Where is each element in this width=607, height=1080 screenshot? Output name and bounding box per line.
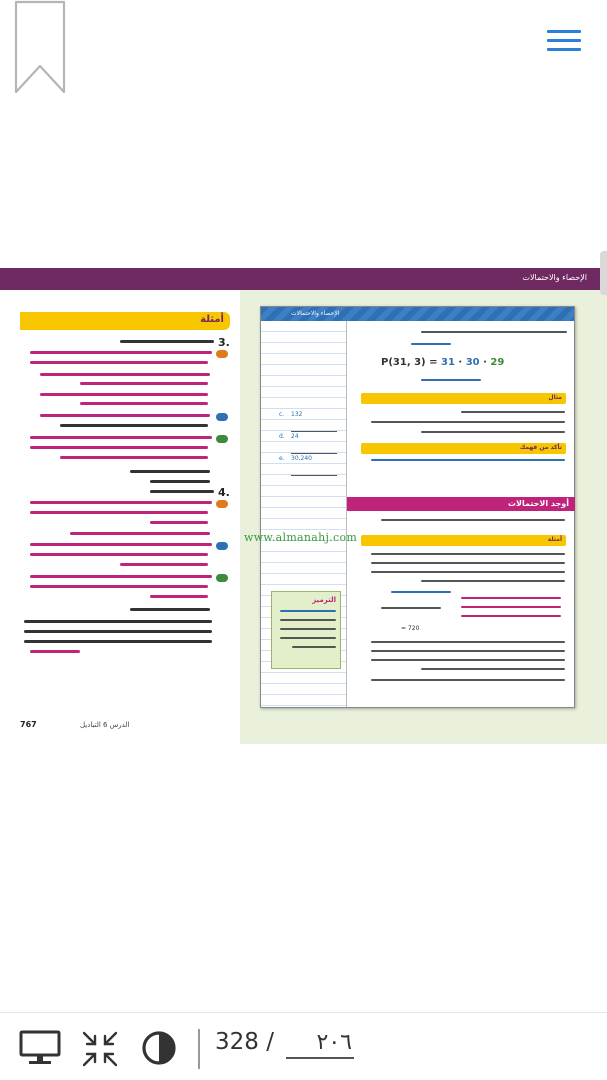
level-badge-ol <box>216 574 228 582</box>
text-line <box>24 640 212 643</box>
text-line <box>30 650 80 653</box>
answer-letter: d. <box>279 433 285 440</box>
menu-icon[interactable] <box>547 30 581 56</box>
example-header-label: مثال <box>548 394 562 401</box>
level-badge-ol <box>216 435 228 443</box>
right-teacher-page <box>240 290 607 744</box>
text-line <box>120 563 208 566</box>
fullscreen-toggle-icon[interactable] <box>80 1029 120 1069</box>
toolbar-divider <box>198 1029 200 1069</box>
chapter-strip <box>0 268 607 290</box>
answer-value: 30,240 <box>291 455 312 462</box>
answer-letter: c. <box>279 411 285 418</box>
check-header-label: تأكد من فهمك <box>519 444 562 451</box>
section-title-bar <box>347 497 575 511</box>
text-line <box>130 470 210 473</box>
watermark-text: www.almanahj.com <box>244 531 358 544</box>
level-badge-bl <box>216 542 228 550</box>
item-number-3: 3. <box>218 336 230 349</box>
level-badge-al <box>216 500 228 508</box>
final-value: = 720 <box>401 625 420 632</box>
lesson-label: الدرس 6 التباديل <box>80 721 130 729</box>
left-textbook-page <box>0 290 240 744</box>
example-header <box>361 393 566 404</box>
section-title: أوجد الاحتمالات <box>508 499 569 508</box>
text-line <box>120 340 214 343</box>
examples-subheader-label: أمثلة <box>547 536 562 543</box>
text-line <box>150 480 210 483</box>
text-line <box>30 351 212 354</box>
contrast-icon[interactable] <box>140 1029 178 1067</box>
examples-subheader <box>361 535 566 546</box>
bottom-toolbar <box>0 1012 607 1080</box>
text-line <box>30 575 212 578</box>
text-line <box>80 382 208 385</box>
side-scroll-handle[interactable] <box>600 251 607 295</box>
text-line <box>60 456 208 459</box>
document-page <box>0 268 607 744</box>
notes-title: الترميز <box>312 596 336 604</box>
level-badge-al <box>216 350 228 358</box>
answer-value: 132 <box>291 411 303 418</box>
inner-strip-label: الإحصاء والاحتمالات <box>291 310 340 317</box>
text-line <box>30 585 208 588</box>
bookmark-icon[interactable] <box>14 0 66 96</box>
text-line <box>30 511 208 514</box>
inner-textbook-page <box>260 306 575 708</box>
text-line <box>30 543 212 546</box>
level-badge-bl <box>216 413 228 421</box>
notes-box <box>271 591 341 669</box>
answer-value: 24 <box>291 433 299 440</box>
text-line <box>30 361 208 364</box>
text-line <box>30 553 208 556</box>
text-line <box>70 532 210 535</box>
text-line <box>150 490 214 493</box>
page-number-input[interactable] <box>286 1027 354 1059</box>
text-line <box>24 620 212 623</box>
check-header <box>361 443 566 454</box>
item-number-4: 4. <box>218 486 230 499</box>
page-number: 767 <box>20 720 37 729</box>
text-line <box>30 446 208 449</box>
teacher-notes-column <box>261 321 347 707</box>
examples-header <box>20 312 230 330</box>
total-pages-label: 328 / <box>215 1029 274 1055</box>
text-line <box>40 414 210 417</box>
text-line <box>60 424 208 427</box>
text-line <box>150 521 208 524</box>
inner-chapter-strip <box>261 307 574 321</box>
text-line <box>40 393 208 396</box>
text-line <box>30 501 212 504</box>
chapter-label: الإحصاء والاحتمالات <box>522 273 587 282</box>
text-line <box>130 608 210 611</box>
answer-letter: e. <box>279 455 285 462</box>
permutation-equation: P(31, 3) = 31 · 30 · 29 <box>381 357 505 368</box>
text-line <box>24 630 212 633</box>
text-line <box>30 436 212 439</box>
text-line <box>150 595 208 598</box>
examples-header-label: أمثلة <box>200 314 224 325</box>
desktop-monitor-icon[interactable] <box>18 1029 62 1067</box>
text-line <box>80 402 208 405</box>
text-line <box>40 373 210 376</box>
